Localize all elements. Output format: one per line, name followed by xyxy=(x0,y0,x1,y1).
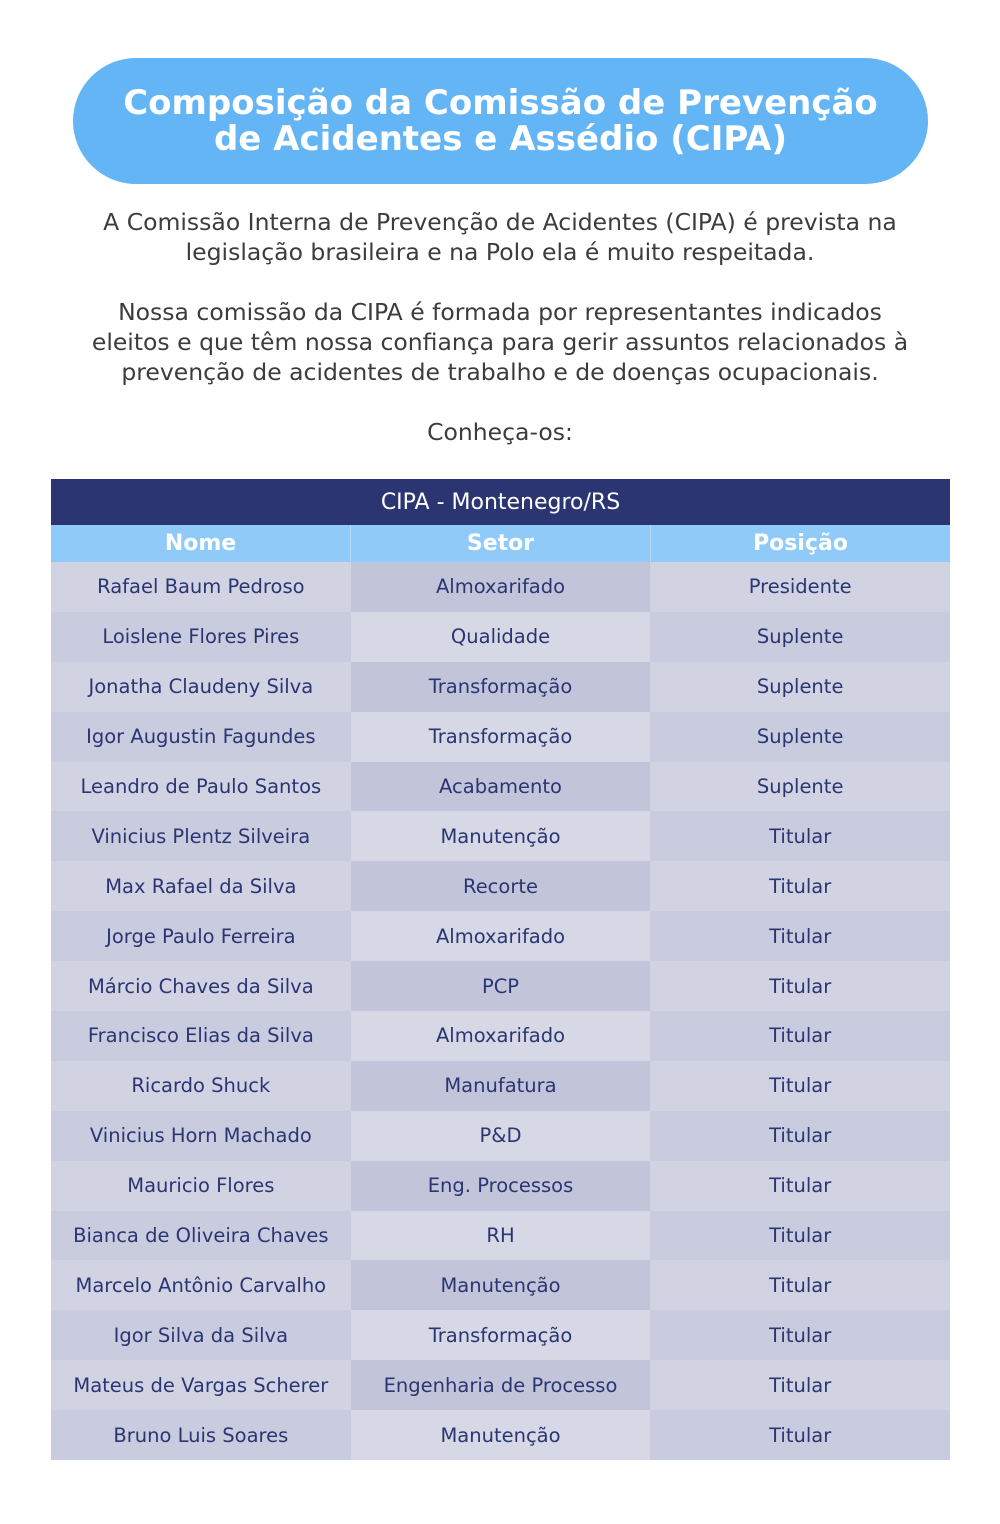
cell-posicao: Suplente xyxy=(650,712,950,762)
cell-posicao: Titular xyxy=(650,1410,950,1460)
intro-line: prevenção de acidentes de trabalho e de doenças ocupacionais. xyxy=(121,358,879,386)
cell-nome: Jonatha Claudeny Silva xyxy=(51,662,351,712)
cell-nome: Jorge Paulo Ferreira xyxy=(51,911,351,961)
cell-posicao: Titular xyxy=(650,911,950,961)
cell-setor: Engenharia de Processo xyxy=(351,1360,651,1410)
cell-nome: Bruno Luis Soares xyxy=(51,1410,351,1460)
intro-paragraph-1 xyxy=(40,207,960,267)
cell-posicao: Titular xyxy=(650,1011,950,1061)
table-row xyxy=(51,612,950,662)
table-row xyxy=(51,762,950,812)
table-body xyxy=(51,562,950,1460)
cell-nome: Leandro de Paulo Santos xyxy=(51,762,351,812)
table-header-row xyxy=(51,525,950,562)
table-row xyxy=(51,562,950,612)
cell-posicao: Presidente xyxy=(650,562,950,612)
cell-posicao: Titular xyxy=(650,1310,950,1360)
table-row xyxy=(51,1011,950,1061)
cell-nome: Igor Silva da Silva xyxy=(51,1310,351,1360)
cell-nome: Márcio Chaves da Silva xyxy=(51,961,351,1011)
header-nome: Nome xyxy=(51,525,351,562)
cell-nome: Mauricio Flores xyxy=(51,1161,351,1211)
cell-posicao: Titular xyxy=(650,1111,950,1161)
cell-setor: Manutenção xyxy=(351,1260,651,1310)
table-row xyxy=(51,1211,950,1261)
cell-setor: Qualidade xyxy=(351,612,651,662)
cell-posicao: Titular xyxy=(650,1360,950,1410)
intro-line: legislação brasileira e na Polo ela é muito respeitada. xyxy=(185,238,815,266)
cell-setor: Recorte xyxy=(351,861,651,911)
cell-setor: PCP xyxy=(351,961,651,1011)
cell-nome: Max Rafael da Silva xyxy=(51,861,351,911)
intro-paragraph-2 xyxy=(40,297,960,387)
cell-setor: Transformação xyxy=(351,662,651,712)
cell-nome: Marcelo Antônio Carvalho xyxy=(51,1260,351,1310)
table-row xyxy=(51,811,950,861)
cell-setor: Manufatura xyxy=(351,1061,651,1111)
cell-setor: Almoxarifado xyxy=(351,1011,651,1061)
cell-posicao: Suplente xyxy=(650,612,950,662)
cipa-table xyxy=(51,479,950,1460)
table-row xyxy=(51,712,950,762)
cell-posicao: Titular xyxy=(650,1161,950,1211)
page-title-line-2: de Acidentes e Assédio (CIPA) xyxy=(213,119,788,159)
cell-posicao: Titular xyxy=(650,811,950,861)
table-row xyxy=(51,1310,950,1360)
page-title xyxy=(123,85,878,157)
header-setor: Setor xyxy=(351,525,651,562)
cell-nome: Ricardo Shuck xyxy=(51,1061,351,1111)
cell-setor: Almoxarifado xyxy=(351,562,651,612)
header-posicao: Posição xyxy=(753,531,848,556)
cell-setor: Almoxarifado xyxy=(351,911,651,961)
cell-posicao: Titular xyxy=(650,1260,950,1310)
table-row xyxy=(51,662,950,712)
cell-posicao: Titular xyxy=(650,1061,950,1111)
intro-line: A Comissão Interna de Prevenção de Acidentes (CIPA) é prevista na xyxy=(103,208,897,236)
cell-setor: RH xyxy=(351,1211,651,1261)
table-row xyxy=(51,1061,950,1111)
cell-setor: Acabamento xyxy=(351,762,651,812)
intro-paragraph-3: Conheça-os: xyxy=(427,418,573,446)
cell-setor: Transformação xyxy=(351,1310,651,1360)
cell-setor: Eng. Processos xyxy=(351,1161,651,1211)
cell-posicao: Titular xyxy=(650,961,950,1011)
table-row xyxy=(51,961,950,1011)
cell-nome: Vinicius Horn Machado xyxy=(51,1111,351,1161)
intro-line: Nossa comissão da CIPA é formada por representantes indicados xyxy=(118,298,882,326)
cell-setor: Manutenção xyxy=(351,1410,651,1460)
cell-posicao: Suplente xyxy=(650,762,950,812)
cell-setor: P&D xyxy=(351,1111,651,1161)
cell-nome: Bianca de Oliveira Chaves xyxy=(51,1211,351,1261)
cell-setor: Manutenção xyxy=(351,811,651,861)
table-row xyxy=(51,911,950,961)
table-row xyxy=(51,1410,950,1460)
cell-nome: Mateus de Vargas Scherer xyxy=(51,1360,351,1410)
table-row xyxy=(51,1111,950,1161)
cell-nome: Francisco Elias da Silva xyxy=(51,1011,351,1061)
cell-nome: Igor Augustin Fagundes xyxy=(51,712,351,762)
page-title-line-1: Composição da Comissão de Prevenção xyxy=(123,83,878,123)
title-banner xyxy=(73,58,928,184)
cell-posicao: Titular xyxy=(650,1211,950,1261)
cell-posicao: Suplente xyxy=(650,662,950,712)
intro-line: eleitos e que têm nossa confiança para gerir assuntos relacionados à xyxy=(91,328,909,356)
cell-setor: Transformação xyxy=(351,712,651,762)
cell-nome: Vinicius Plentz Silveira xyxy=(51,811,351,861)
cell-posicao: Titular xyxy=(650,861,950,911)
table-row xyxy=(51,1260,950,1310)
table-row xyxy=(51,861,950,911)
table-banner: CIPA - Montenegro/RS xyxy=(51,479,950,525)
table-row xyxy=(51,1360,950,1410)
cell-nome: Loislene Flores Pires xyxy=(51,612,351,662)
cell-nome: Rafael Baum Pedroso xyxy=(51,562,351,612)
table-row xyxy=(51,1161,950,1211)
